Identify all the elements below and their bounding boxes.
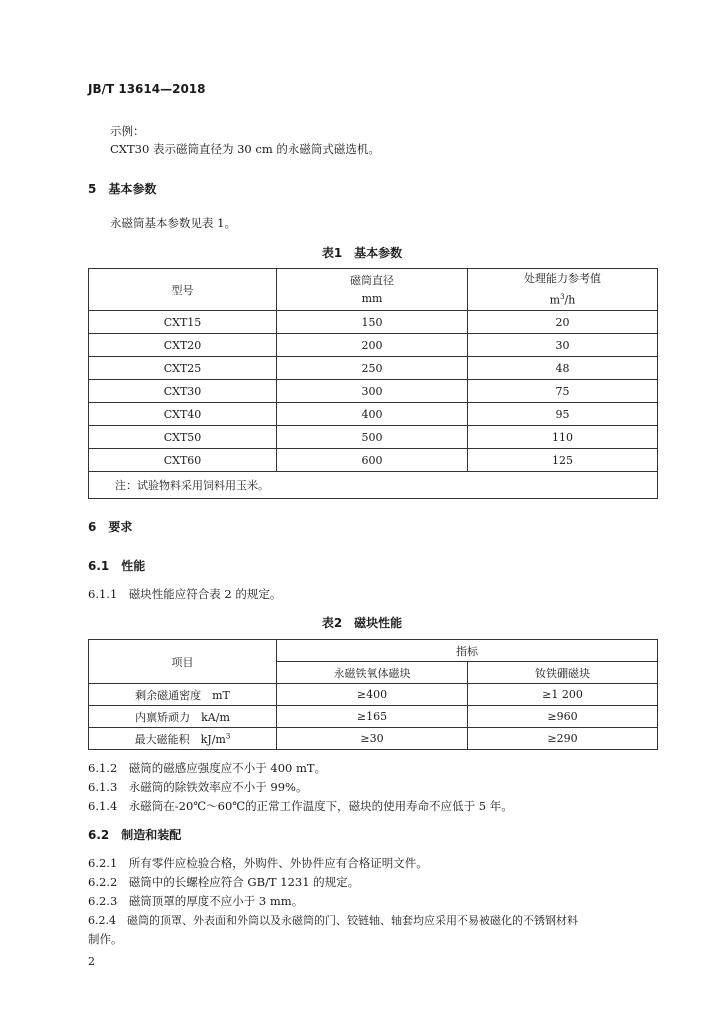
col-header-ferrite: 永磁铁氧体磁块 [277,662,468,684]
diameter-unit: mm [361,291,383,305]
clause-6-2-4: 6.2.4 磁筒的顶罩、外表面和外筒以及永磁筒的门、铰链轴、轴套均应采用不易被磁化的不锈钢材料 [88,914,578,927]
clause-6-2-2: 6.2.2 磁筒中的长螺栓应符合 GB/T 1231 的规定。 [88,875,360,889]
section-5-intro: 永磁筒基本参数见表 1。 [110,216,236,230]
capacity-unit: $m^3/h$ [549,292,576,307]
capacity-name: 处理能力参考值 [524,271,601,285]
table-1-note: 注：试验物料采用饲料用玉米。 [89,472,658,499]
section-6-1-heading: 6.1 性能 [88,559,146,573]
col-header-item: 项目 [89,640,277,684]
diameter-name: 磁筒直径 [350,273,394,287]
table-row: CXT20 200 30 [89,334,658,357]
clause-6-1-1: 6.1.1 磁块性能应符合表 2 的规定。 [88,587,282,601]
table-row: CXT50 500 110 [89,426,658,449]
col-header-ndfeb: 钕铁硼磁块 [468,662,658,684]
example-label: 示例： [110,124,145,138]
standard-number: JB/T 13614—2018 [88,82,206,96]
section-5-heading: 5 基本参数 [88,182,157,196]
clause-6-1-2: 6.1.2 磁筒的磁感应强度应不小于 400 mT。 [88,761,327,775]
section-6-2-heading: 6.2 制造和装配 [88,828,182,842]
section-6-heading: 6 要求 [88,520,133,534]
page-number: 2 [88,955,95,968]
col-header-model: 型号 [89,269,277,311]
table-row: 剩余磁通密度 mT ≥400 ≥1 200 [89,684,658,706]
col-header-diameter [277,269,468,311]
col-header-capacity [468,269,658,311]
table-row: 最大磁能积 $kJ/m^3$ ≥30 ≥290 [89,728,658,750]
table-row: CXT60 600 125 [89,449,658,472]
table-magnet-performance [88,639,658,750]
table-row: CXT30 300 75 [89,380,658,403]
table-1-caption: 表1 基本参数 [321,246,403,260]
clause-6-1-4: 6.1.4 永磁筒在-20℃～60℃的正常工作温度下，磁块的使用寿命不应低于 5 年。 [88,799,513,813]
table-row: CXT40 400 95 [89,403,658,426]
table-row: CXT15 150 20 [89,311,658,334]
table-2-caption: 表2 磁块性能 [321,616,403,630]
example-text: CXT30 表示磁筒直径为 30 cm 的永磁筒式磁选机。 [110,142,380,156]
table-row: CXT25 250 48 [89,357,658,380]
table-row: 内禀矫顽力 kA/m ≥165 ≥960 [89,706,658,728]
col-header-index: 指标 [277,640,658,662]
clause-6-1-3: 6.1.3 永磁筒的除铁效率应不小于 99%。 [88,780,308,794]
clause-6-2-1: 6.2.1 所有零件应检验合格，外购件、外协件应有合格证明文件。 [88,856,428,870]
clause-6-2-4-continued: 制作。 [88,932,123,946]
clause-6-2-3: 6.2.3 磁筒顶罩的厚度不应小于 3 mm。 [88,894,304,908]
table-basic-parameters [88,268,658,499]
